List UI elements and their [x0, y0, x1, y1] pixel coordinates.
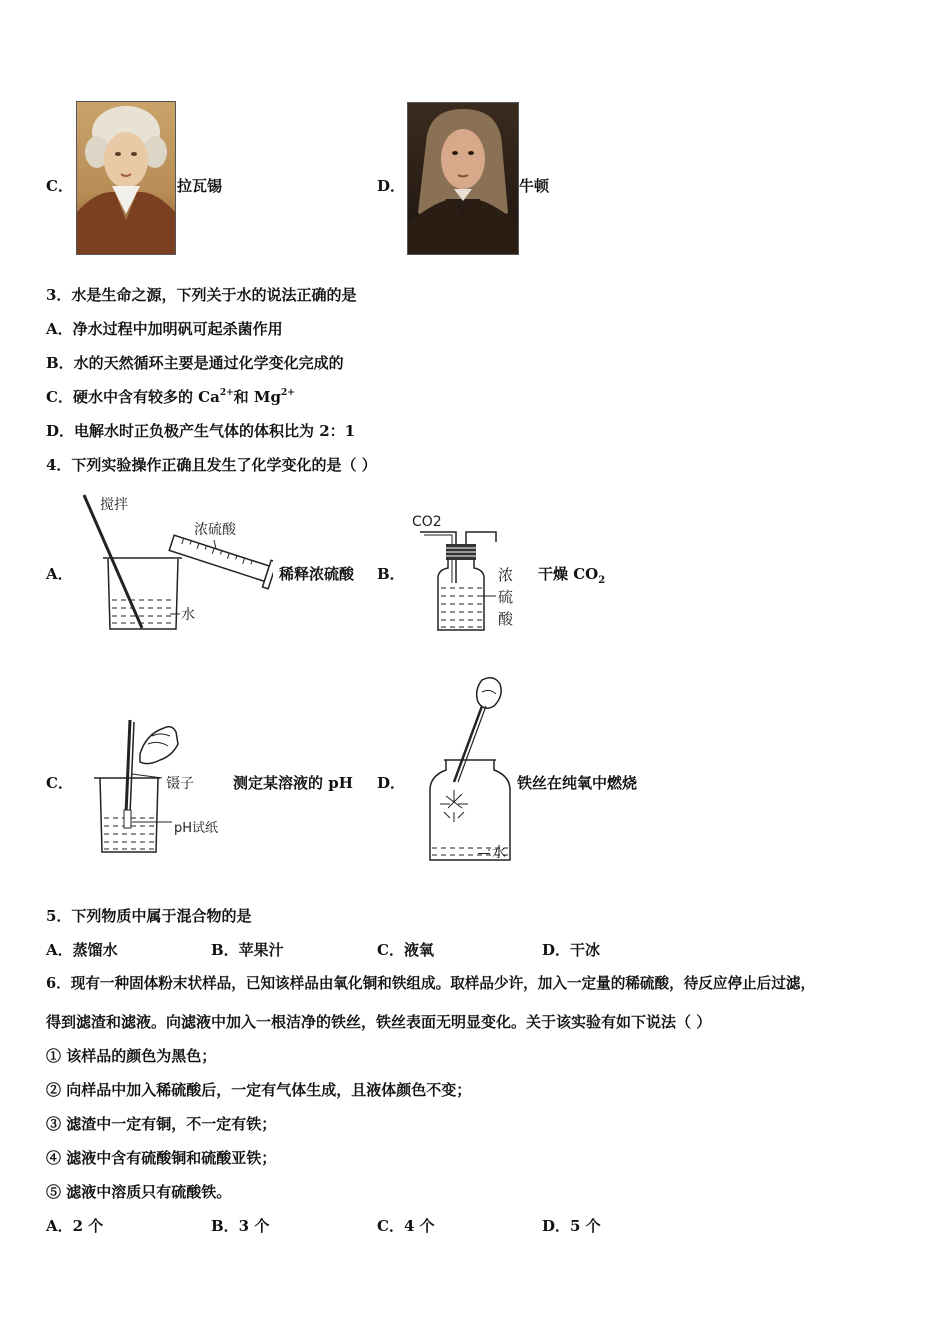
q3-stem: 3．水是生命之源，下列关于水的说法正确的是: [46, 286, 357, 304]
tweezers: [126, 720, 130, 814]
lavoisier-portrait: [76, 101, 176, 255]
q5-option-c: C．液氧: [377, 941, 434, 959]
q6-statement-4: ④ 滤液中含有硫酸铜和硫酸亚铁；: [46, 1149, 277, 1167]
q3-option-c: [46, 387, 295, 407]
newton-portrait-drawing: [408, 103, 518, 254]
water-label-d-text: 水: [492, 845, 506, 861]
q5-stem: 5．下列物质中属于混合物的是: [46, 907, 252, 925]
ph-paper-label: pH试纸: [174, 821, 219, 836]
q6-statement-1: ① 该样品的颜色为黑色；: [46, 1047, 217, 1065]
acid-char-3: 酸: [498, 610, 514, 628]
option-d-letter: D．: [377, 177, 406, 195]
co2-subscript: 2: [598, 575, 606, 586]
stir-label: 搅拌: [100, 497, 128, 513]
gas-drying-diagram: [408, 508, 528, 633]
hand-d: [477, 678, 501, 709]
q5-option-a: A．蒸馏水: [46, 941, 118, 959]
ph-paper: [124, 810, 131, 828]
crucible-tongs: [454, 706, 482, 782]
q4-option-a-caption: 稀释浓硫酸: [279, 565, 355, 583]
q6-option-d: D．5 个: [542, 1217, 601, 1235]
q6-statement-5: ⑤ 滤液中溶质只有硫酸铁。: [46, 1183, 232, 1201]
water-label: 水: [181, 607, 195, 623]
q4-option-d-caption: 铁丝在纯氧中燃烧: [517, 774, 638, 792]
q3-option-b: B．水的天然循环主要是通过化学变化完成的: [46, 354, 344, 372]
q4-option-d-letter: D．: [377, 774, 406, 792]
co2-label: CO2: [412, 514, 442, 530]
ca-charge: 2+: [219, 388, 234, 398]
dilute-acid-diagram: [78, 492, 273, 637]
q6-statement-2: ② 向样品中加入稀硫酸后，一定有气体生成，且液体颜色不变；: [46, 1081, 472, 1099]
acid-char-2: 硫: [498, 588, 514, 606]
q6-option-a: A．2 个: [46, 1217, 104, 1235]
q6-option-b: B．3 个: [211, 1217, 270, 1235]
q4-option-c-caption: 测定某溶液的 pH: [233, 774, 353, 792]
q6-statement-3: ③ 滤渣中一定有铜，不一定有铁；: [46, 1115, 277, 1133]
q4-option-b-letter: B．: [377, 565, 405, 583]
q3-option-c-text: C．硬水中含有较多的 Ca: [46, 388, 220, 406]
lavoisier-portrait-drawing: [77, 102, 175, 254]
option-d-name: 牛顿: [519, 177, 550, 195]
hand: [140, 727, 178, 764]
q6-stem-line2: 得到滤渣和滤液。向滤液中加入一根洁净的铁丝，铁丝表面无明显变化。关于该实验有如下说法（ ）: [46, 1013, 712, 1031]
graduated-cylinder: [169, 535, 269, 581]
beaker: [108, 559, 178, 629]
option-c-name: 拉瓦锡: [177, 177, 223, 195]
q3-option-a: A．净水过程中加明矾可起杀菌作用: [46, 320, 283, 338]
q5-option-b: B．苹果汁: [211, 941, 284, 959]
q4-option-c-letter: C．: [46, 774, 73, 792]
q3-option-c-mid: 和 Mg: [233, 388, 281, 406]
acid-label: 浓硫酸: [194, 522, 236, 538]
mg-charge: 2+: [280, 388, 295, 398]
water-label-d: [478, 842, 506, 862]
q4-option-a-letter: A．: [46, 565, 73, 583]
q4-option-b-caption: [538, 564, 605, 591]
q5-option-d: D．干冰: [542, 941, 601, 959]
q3-option-d: D．电解水时正负极产生气体的体积比为 2：1: [46, 422, 356, 440]
newton-portrait: [407, 102, 519, 255]
acid-char-1: 浓: [498, 566, 514, 584]
tweezers-label: 镊子: [166, 776, 194, 792]
option-c-letter: C．: [46, 177, 73, 195]
ph-test-diagram: [90, 714, 235, 856]
q6-option-c: C．4 个: [377, 1217, 435, 1235]
q4-stem: 4．下列实验操作正确且发生了化学变化的是（ ）: [46, 456, 377, 474]
iron-burning-diagram: [420, 672, 520, 864]
q4-option-b-caption-text: 干燥 CO: [538, 565, 599, 583]
sparks: [440, 790, 468, 822]
q6-stem-line1: 6．现有一种固体粉末状样品，已知该样品由氧化铜和铁组成。取样品少许，加入一定量的稀硫酸，待反应停止后过滤，: [46, 975, 816, 992]
